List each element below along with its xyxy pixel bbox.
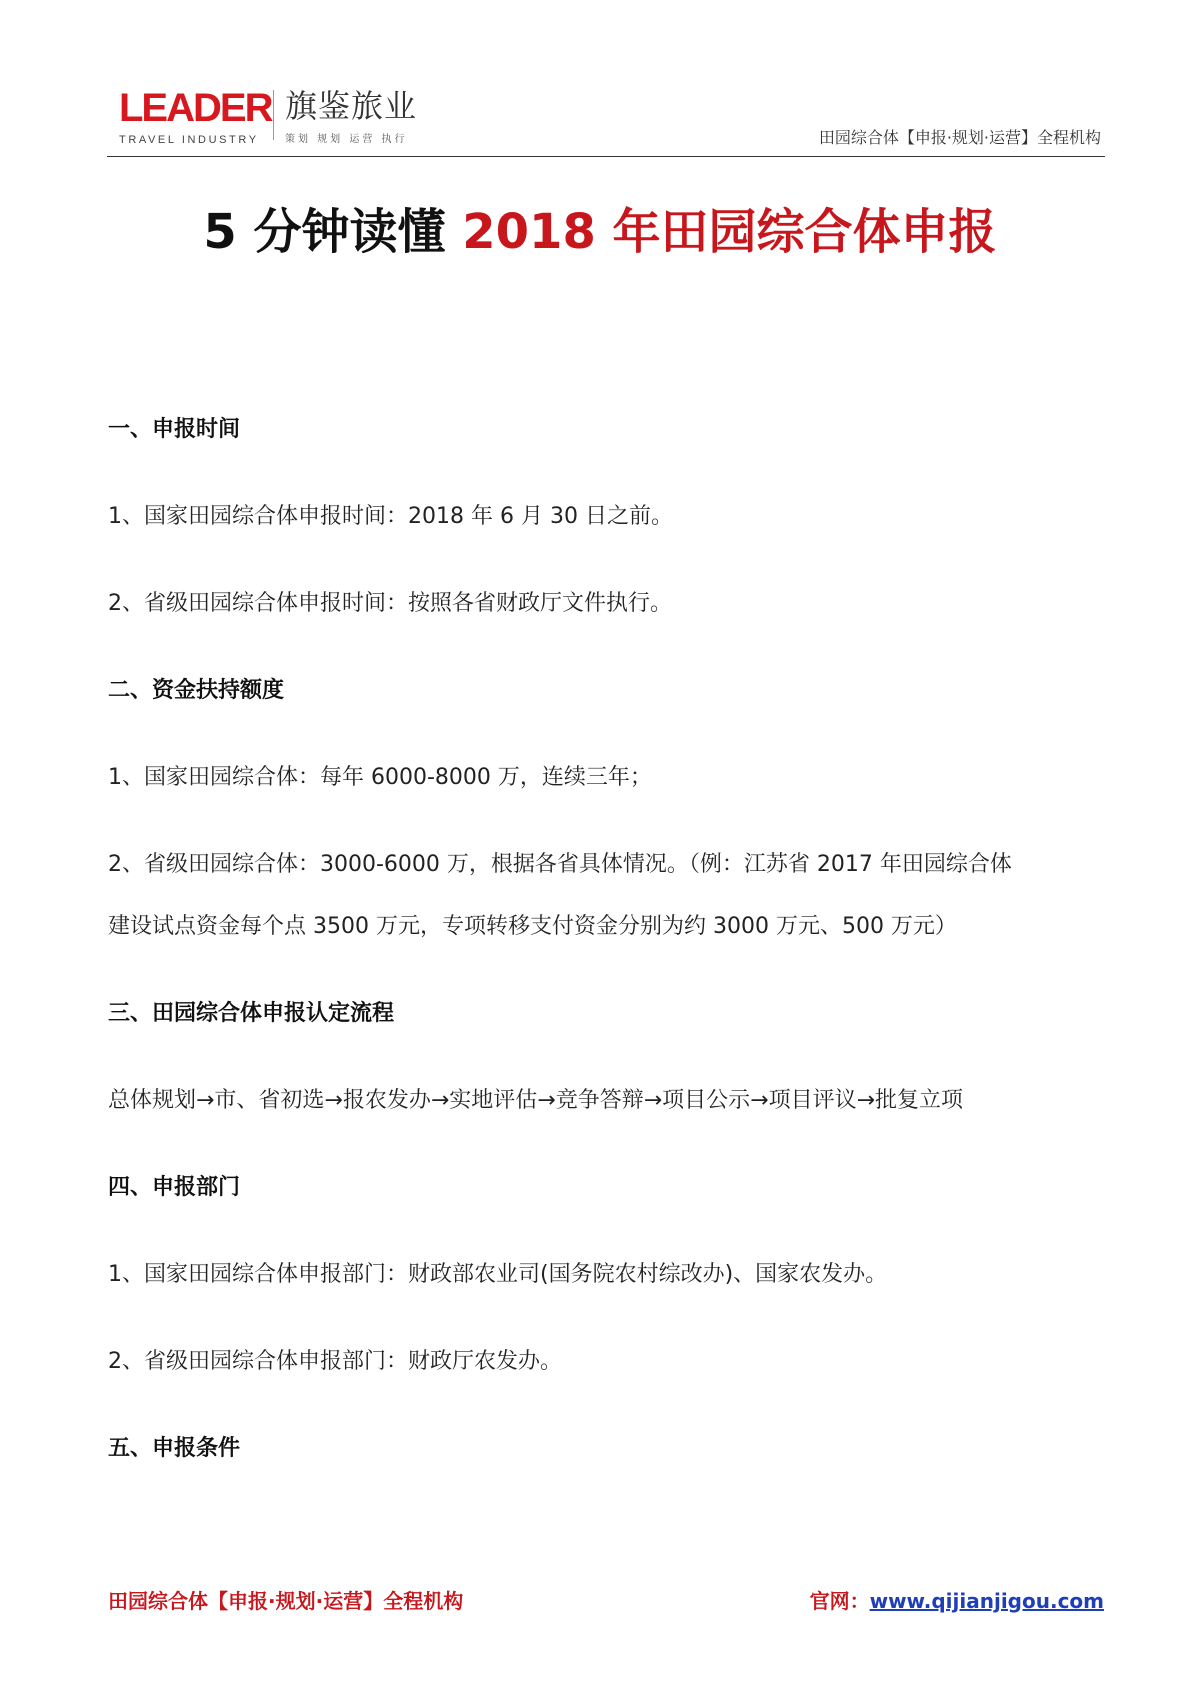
paragraph: 2、省级田园综合体申报部门：财政厅农发办。 (108, 1349, 562, 1374)
logo-leader-text: LEADER (119, 86, 272, 130)
section-heading-funding: 二、资金扶持额度 (108, 678, 285, 703)
title-part-black: 5 分钟读懂 (203, 204, 463, 260)
paragraph: 总体规划→市、省初选→报农发办→实地评估→竞争答辩→项目公示→项目评议→批复立项 (108, 1088, 964, 1113)
header-tagline: 田园综合体【申报·规划·运营】全程机构 (818, 128, 1101, 147)
paragraph: 2、省级田园综合体：3000-6000 万，根据各省具体情况。（例：江苏省 2017 年田园综合体 (108, 852, 1012, 877)
page-header (107, 80, 1105, 157)
paragraph: 2、省级田园综合体申报时间：按照各省财政厅文件执行。 (108, 591, 672, 616)
page-title (0, 202, 1200, 262)
paragraph: 1、国家田园综合体申报部门：财政部农业司(国务院农村综改办)、国家农发办。 (108, 1262, 888, 1287)
section-heading-conditions: 五、申报条件 (108, 1436, 241, 1461)
section-heading-time: 一、申报时间 (108, 417, 241, 442)
footer-tagline: 田园综合体【申报·规划·运营】全程机构 (108, 1589, 464, 1613)
section-heading-departments: 四、申报部门 (108, 1175, 241, 1200)
title-part-red: 2018 年田园综合体申报 (462, 204, 997, 260)
logo-travel-industry-text: TRAVEL INDUSTRY (119, 134, 259, 146)
logo-english (119, 88, 271, 146)
logo-chinese (285, 86, 417, 145)
logo-chinese-name: 旗鉴旅业 (285, 87, 418, 125)
paragraph: 1、国家田园综合体：每年 6000-8000 万，连续三年； (108, 765, 652, 790)
section-heading-process: 三、田园综合体申报认定流程 (108, 1001, 395, 1026)
paragraph: 建设试点资金每个点 3500 万元，专项转移支付资金分别为约 3000 万元、500 万元） (108, 914, 957, 939)
footer-website-label: 官网： (809, 1589, 870, 1613)
footer-website (810, 1587, 1104, 1615)
paragraph: 1、国家田园综合体申报时间：2018 年 6 月 30 日之前。 (108, 504, 673, 529)
logo-chinese-slogan: 策划 规划 运营 执行 (285, 134, 408, 145)
footer-website-link[interactable]: www.qijianjigou.com (869, 1589, 1104, 1613)
logo-divider (273, 90, 274, 140)
